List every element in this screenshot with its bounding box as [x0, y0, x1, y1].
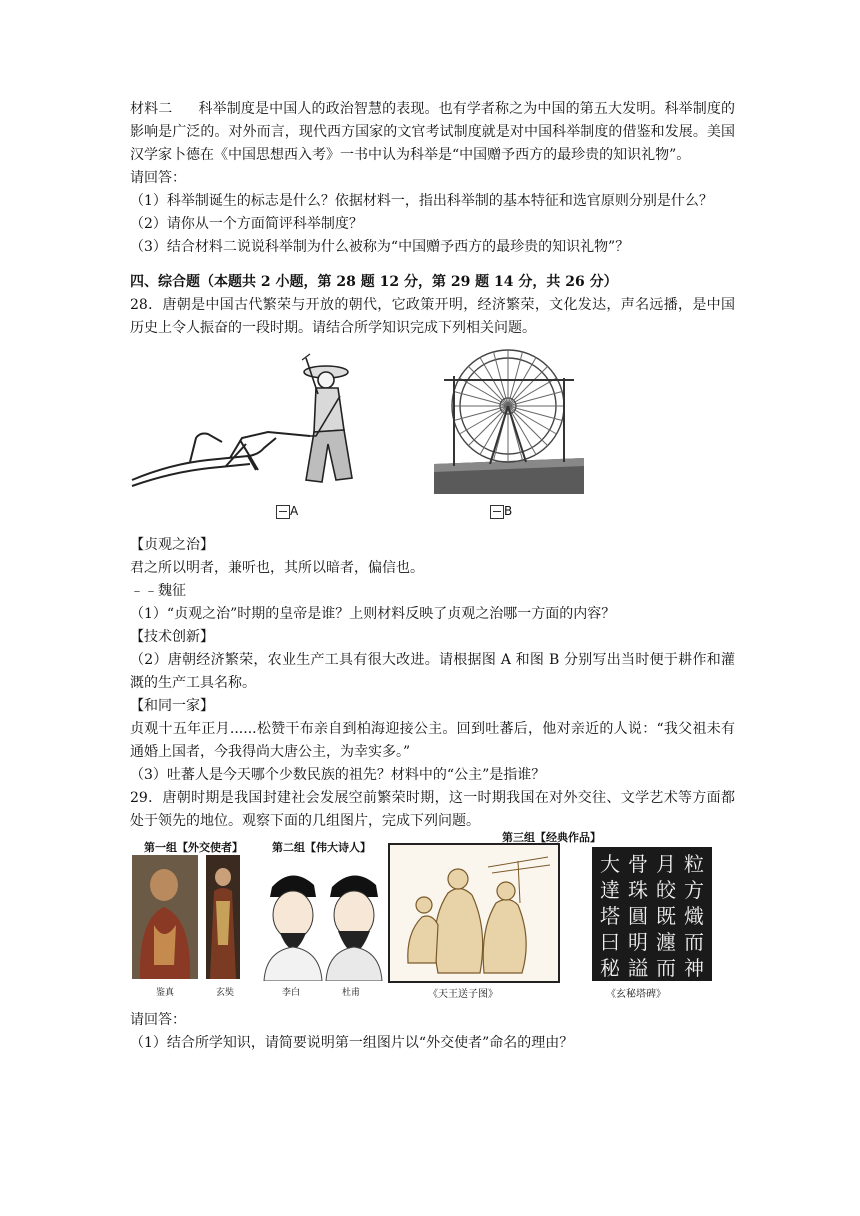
calligraphy-characters [592, 847, 712, 985]
calligraphy-char: 方 [684, 878, 704, 902]
material2-paragraph [130, 98, 735, 167]
calligraphy-char: 明 [628, 930, 648, 954]
plow-illustration [130, 352, 370, 502]
group1-title: 第一组【外交使者】 [144, 841, 243, 854]
quote-author: ﹣﹣魏征 [130, 583, 186, 599]
block1-title: 【贞观之治】 [130, 537, 214, 553]
weizheng-quote: 君之所以明者，兼听也，其所以暗者，偏信也。 [130, 560, 424, 576]
group3-title: 第三组【经典作品】 [502, 831, 601, 844]
calligraphy-char: 既 [656, 904, 676, 928]
waterwheel-model-image [434, 346, 584, 494]
calligraphy-char: 粒 [684, 852, 704, 876]
tibet-passage: 贞观十五年正月......松赞干布亲自到柏海迎接公主。回到吐蕃后，他对亲近的人说：“我父祖未有通婚上国者，今我得尚大唐公主，为幸实多。” [130, 721, 735, 760]
group2-title: 第二组【伟大诗人】 [272, 841, 371, 854]
calligraphy-char: 珠 [628, 878, 648, 902]
calligraphy-char: 秘 [600, 956, 620, 980]
block3-title: 【和同一家】 [130, 698, 214, 714]
calligraphy-char: 瀍 [656, 930, 676, 954]
figure-a-caption: A [276, 504, 298, 519]
figure-b-caption: B [490, 504, 512, 519]
caption-libai: 李白 [282, 988, 301, 998]
exam-page [130, 98, 735, 1055]
q29-intro: 29．唐朝时期是我国封建社会发展空前繁荣时期，这一时期我国在对外交往、文学艺术等方面都处于领先的地位。观察下面的几组图片，完成下列问题。 [130, 790, 735, 829]
q27-item-1: （1）科举制诞生的标志是什么？依据材料一，指出科举制的基本特征和选官原则分别是什么？ [130, 193, 713, 209]
block2-title: 【技术创新】 [130, 629, 214, 645]
calligraphy-char: 神 [684, 956, 704, 980]
q28-question-2: （2）唐朝经济繁荣，农业生产工具有很大改进。请根据图 A 和图 B 分别写出当时便于耕作和灌溉的生产工具名称。 [130, 652, 735, 691]
q29-prompt: 请回答： [130, 1012, 186, 1028]
caption-painting: 《天王送子图》 [428, 989, 498, 1000]
material2-label: 材料二 [130, 101, 173, 117]
material2-text: 科举制度是中国人的政治智慧的表现。也有学者称之为中国的第五大发明。科举制度的影响是广泛的。对外而言，现代西方国家的文官考试制度就是对中国科举制度的借鉴和发展。美国汉学家卜德在《中国思想西入考》一书中认为科举是“中国赠予西方的最珍贵的知识礼物”。 [130, 101, 736, 163]
section4-heading: 四、综合题（本题共 2 小题，第 28 题 12 分，第 29 题 14 分，共 26 分） [130, 274, 618, 290]
caption-jianzhen: 鉴真 [156, 988, 175, 998]
caption-stele: 《玄秘塔碑》 [606, 989, 666, 1000]
caption-xuanzang: 玄奘 [216, 988, 235, 998]
calligraphy-char: 大 [600, 852, 620, 876]
q29-question-1: （1）结合所学知识，请简要说明第一组图片以“外交使者”命名的理由？ [130, 1035, 574, 1051]
calligraphy-char: 達 [600, 878, 620, 902]
painting-image [388, 843, 560, 983]
calligraphy-char: 而 [656, 956, 676, 980]
poet-portraits [262, 857, 386, 981]
stele-rubbing-image [592, 847, 712, 981]
q27-item-2: （2）请你从一个方面简评科举制度？ [130, 216, 363, 232]
calligraphy-char: 月 [656, 852, 676, 876]
calligraphy-char: 曰 [600, 930, 620, 954]
q28-intro: 28．唐朝是中国古代繁荣与开放的朝代，它政策开明，经济繁荣，文化发达，声名远播，是中国历史上令人振奋的一段时期。请结合所学知识完成下列相关问题。 [130, 297, 735, 336]
calligraphy-char: 熾 [684, 904, 704, 928]
diplomat-portraits [130, 855, 242, 981]
q28-figures [130, 346, 735, 530]
q28-question-1: （1）“贞观之治”时期的皇帝是谁？上则材料反映了贞观之治哪一方面的内容？ [130, 606, 616, 622]
caption-dufu: 杜甫 [342, 988, 361, 998]
calligraphy-char: 骨 [628, 852, 648, 876]
q28-question-3: （3）吐蕃人是今天哪个少数民族的祖先？材料中的“公主”是指谁？ [130, 767, 546, 783]
q27-prompt: 请回答： [130, 170, 186, 186]
q29-image-groups [130, 831, 735, 1009]
calligraphy-char: 圓 [628, 904, 648, 928]
calligraphy-char: 塔 [600, 904, 620, 928]
calligraphy-char: 而 [684, 930, 704, 954]
q27-item-3: （3）结合材料二说说科举制为什么被称为“中国赠予西方的最珍贵的知识礼物”？ [130, 239, 630, 255]
calligraphy-char: 皎 [656, 878, 676, 902]
calligraphy-char: 謚 [628, 956, 648, 980]
